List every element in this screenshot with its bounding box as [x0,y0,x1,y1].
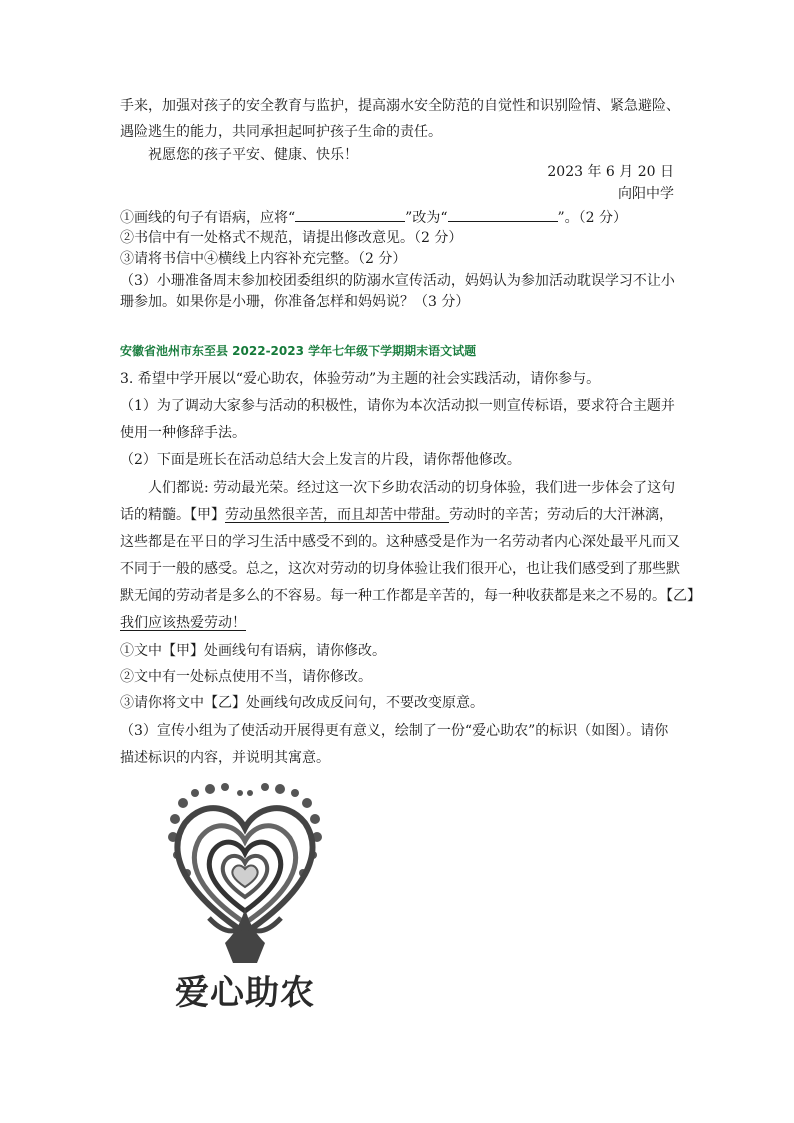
passage-line-1: 人们都说: 劳动最光荣。经过这一次下乡助农活动的切身体验，我们进一步体会了这句 [148,480,676,496]
sub-question-2: ②文中有一处标点使用不当，请你修改。 [120,669,372,685]
passage-line-2-b: 劳动时的辛苦；劳动后的大汗淋漓， [449,507,673,523]
question-item-3: ③请将书信中④横线上内容补充完整。（2 分） [120,251,407,267]
underlined-sentence-jia: 劳动虽然很辛苦，而且却苦中带甜。 [225,507,449,523]
question-item-4-line-1: （3）小珊准备周末参加校团委组织的防溺水宣传活动，妈妈认为参加活动耽误学习不让小 [120,273,675,289]
q3-3-line-1: （3）宣传小组为了使活动开展得更有意义，绘制了一份“爱心助农”的标识（如图）。请你 [120,723,669,739]
question-item-1-c: ”。（2 分） [557,210,628,226]
q3-2: （2）下面是班长在活动总结大会上发言的片段，请你帮他修改。 [120,452,521,468]
answer-blank-1[interactable] [295,207,405,222]
underlined-sentence-yi: 我们应该热爱劳动！ [120,615,246,631]
passage-line-2 [120,505,673,525]
letter-line-2: 遇险逃生的能力，共同承担起呵护孩子生命的责任。 [120,124,442,140]
question-item-2: ②书信中有一处格式不规范，请提出修改意见。（2 分） [120,230,463,246]
sub-question-3: ③请你将文中【乙】处画线句改成反问句，不要改变原意。 [120,695,484,711]
question-item-4-line-2: 珊参加。如果你是小珊，你准备怎样和妈妈说？（3 分） [120,294,470,310]
q3-1-line-2: 使用一种修辞手法。 [120,425,246,441]
answer-blank-2[interactable] [448,207,558,222]
passage-line-5: 默无闻的劳动者是多么的不容易。每一种工作都是辛苦的，每一种收获都是来之不易的。【乙】 [120,588,701,604]
letter-signature: 向阳中学 [618,186,674,202]
question-item-1 [120,207,627,228]
q3-1-line-1: （1）为了调动大家参与活动的积极性，请你为本次活动拟一则宣传标语，要求符合主题并 [120,398,675,414]
q3-intro: 3. 希望中学开展以“爱心助农，体验劳动”为主题的社会实践活动，请你参与。 [120,371,601,387]
letter-line-1: 手来，加强对孩子的安全教育与监护，提高溺水安全防范的自觉性和识别险情、紧急避险、 [120,98,680,114]
letter-date: 2023 年 6 月 20 日 [547,164,674,180]
q3-3-line-2: 描述标识的内容，并说明其寓意。 [120,750,330,766]
sub-question-1: ①文中【甲】处画线句有语病，请你修改。 [120,643,386,659]
question-item-1-b: ”改为“ [405,210,448,226]
section-heading: 安徽省池州市东至县 2022-2023 学年七年级下学期期末语文试题 [120,344,477,358]
passage-line-2-a: 话的精髓。【甲】 [120,507,225,523]
letter-wish: 祝愿您的孩子平安、健康、快乐！ [148,147,358,163]
passage-line-4: 不同于一般的感受。总之，这次对劳动的切身体验让我们很开心，也让我们感受到了那些默 [120,561,680,577]
passage-line-3: 这些都是在平日的学习生活中感受不到的。这种感受是作为一名劳动者内心深处最平凡而又 [120,534,680,550]
question-item-1-a: ①画线的句子有语病，应将“ [120,210,296,226]
logo-caption: 爱心助农 [175,973,315,1013]
